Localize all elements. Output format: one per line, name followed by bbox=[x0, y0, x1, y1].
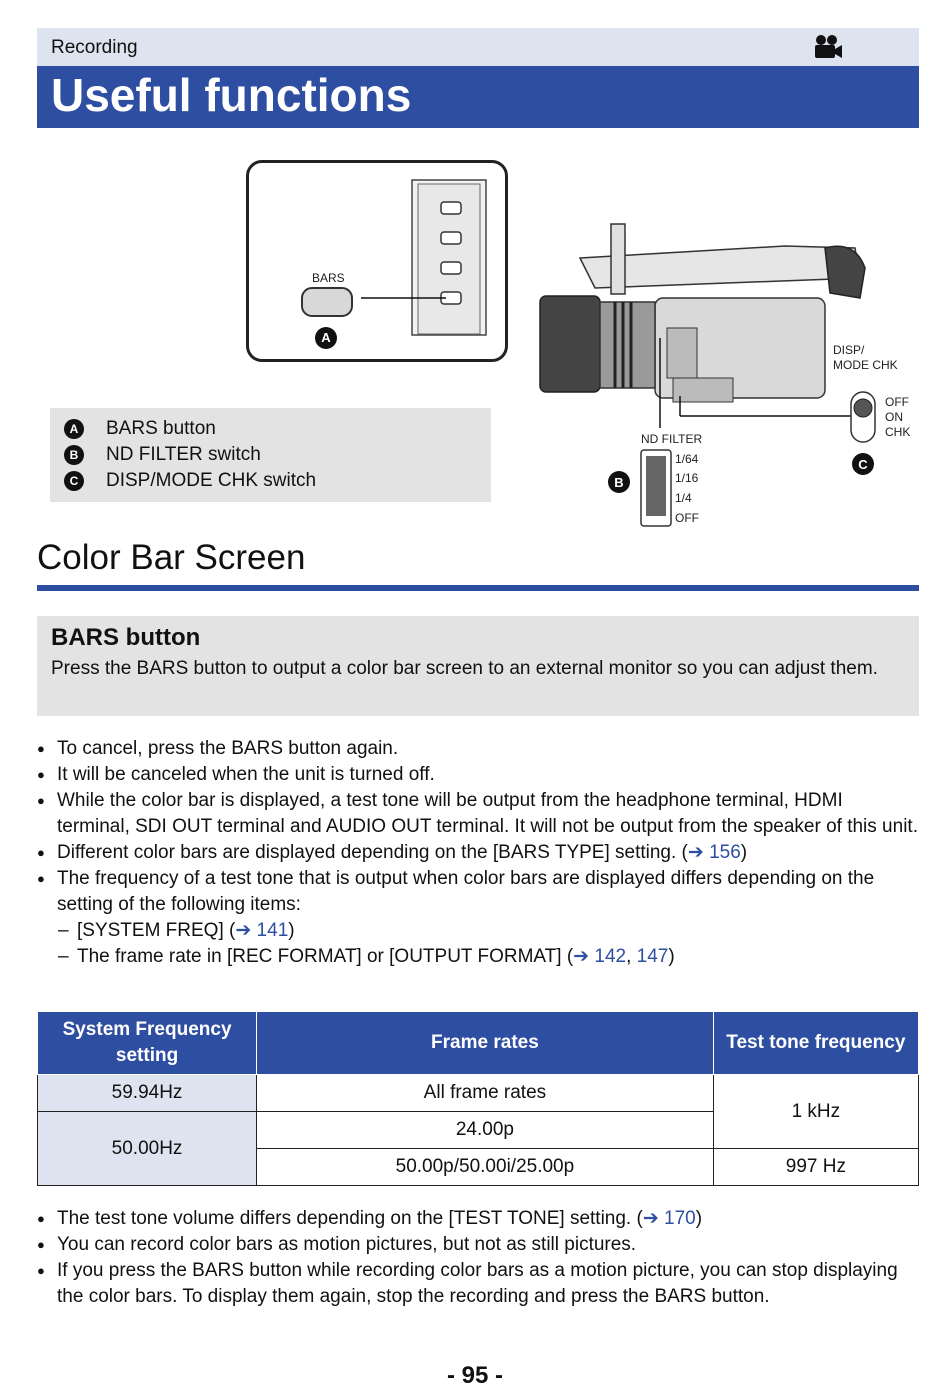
info-title: BARS button bbox=[51, 624, 201, 651]
page-link[interactable]: ➔ 142 bbox=[573, 946, 627, 967]
list-item bbox=[37, 788, 919, 840]
bars-inset-drawing bbox=[246, 160, 508, 362]
legend-box bbox=[50, 408, 491, 502]
list-item bbox=[37, 840, 919, 866]
disp-position-on: ON bbox=[885, 410, 903, 424]
table-cell: 59.94Hz bbox=[38, 1075, 257, 1112]
table-cell: All frame rates bbox=[257, 1075, 714, 1112]
section-band bbox=[37, 28, 919, 66]
bullet-text: The test tone volume differs depending on the [TEST TONE] setting. ( bbox=[57, 1208, 643, 1229]
page-title: Useful functions bbox=[51, 69, 412, 121]
table-header: Test tone frequency bbox=[713, 1012, 918, 1075]
legend-item bbox=[64, 416, 216, 442]
bullet-text: ) bbox=[740, 842, 748, 863]
legend-item bbox=[64, 468, 316, 494]
table-cell: 50.00p/50.00i/25.00p bbox=[257, 1149, 714, 1186]
marker-a: A bbox=[321, 330, 331, 345]
disp-position-off: OFF bbox=[885, 395, 909, 409]
bullet-text: The frequency of a test tone that is output when color bars are displayed differs depending on the setting of the following items: bbox=[57, 868, 875, 915]
nd-filter-label: ND FILTER bbox=[641, 432, 703, 446]
legend-text: BARS button bbox=[106, 418, 216, 439]
nd-position-1-64: 1/64 bbox=[675, 452, 699, 466]
bullet-text: If you press the BARS button while recording color bars as a motion picture, you can stop displaying the color bars. To display them again, stop the recording and press the BARS button. bbox=[57, 1260, 898, 1307]
page-number: - 95 - bbox=[446, 1362, 503, 1389]
list-item bbox=[37, 736, 919, 762]
disp-position-chk: CHK bbox=[885, 425, 911, 439]
camera-illustration bbox=[535, 218, 925, 533]
legend-item bbox=[64, 442, 261, 468]
sub-text: , bbox=[626, 946, 637, 967]
bullet-text: To cancel, press the BARS button again. bbox=[57, 738, 399, 759]
legend-text: ND FILTER switch bbox=[106, 444, 261, 465]
bullet-list-top bbox=[37, 736, 919, 970]
table-header: Frame rates bbox=[257, 1012, 714, 1075]
section-heading: Color Bar Screen bbox=[37, 538, 306, 577]
sub-text: [SYSTEM FREQ] ( bbox=[77, 920, 236, 941]
disp-label-2: MODE CHK bbox=[833, 358, 898, 372]
bullet-list-bottom bbox=[37, 1206, 919, 1310]
legend-marker: B bbox=[64, 445, 84, 465]
table-header-row bbox=[38, 1012, 919, 1075]
bullet-text: You can record color bars as motion pictures, but not as still pictures. bbox=[57, 1234, 637, 1255]
table-cell: 1 kHz bbox=[713, 1075, 918, 1149]
video-camera-icon bbox=[812, 32, 844, 62]
section-rule bbox=[37, 585, 919, 591]
nd-position-off: OFF bbox=[675, 511, 699, 525]
list-item bbox=[37, 1232, 919, 1258]
nd-position-1-4: 1/4 bbox=[675, 491, 692, 505]
list-item bbox=[37, 866, 919, 970]
table-row bbox=[38, 1075, 919, 1112]
info-text: Press the BARS button to output a color bar screen to an external monitor so you can adjust them. bbox=[51, 658, 878, 679]
section-label: Recording bbox=[51, 37, 138, 58]
page-link[interactable]: 147 bbox=[636, 946, 669, 967]
legend-text: DISP/MODE CHK switch bbox=[106, 470, 317, 491]
sub-item bbox=[57, 944, 919, 970]
list-item bbox=[37, 1258, 919, 1310]
disp-label-1: DISP/ bbox=[833, 343, 865, 357]
nd-position-1-16: 1/16 bbox=[675, 471, 699, 485]
sub-text: ) bbox=[668, 946, 675, 967]
bullet-text: ) bbox=[695, 1208, 703, 1229]
bullet-text: While the color bar is displayed, a test tone will be output from the headphone terminal, HDMI terminal, SDI OUT terminal and AUDIO OUT terminal. It will not be output from the speaker of this unit. bbox=[57, 790, 918, 837]
legend-marker: C bbox=[64, 471, 84, 491]
sub-text: The frame rate in [REC FORMAT] or [OUTPUT FORMAT] ( bbox=[77, 946, 574, 967]
list-item bbox=[37, 1206, 919, 1232]
sub-text: ) bbox=[288, 920, 295, 941]
table-cell: 50.00Hz bbox=[38, 1112, 257, 1186]
page-link[interactable]: ➔ 170 bbox=[642, 1208, 696, 1229]
bullet-text: Different color bars are displayed depending on the [BARS TYPE] setting. ( bbox=[57, 842, 688, 863]
bars-label: BARS bbox=[312, 271, 345, 285]
page-link[interactable]: ➔ 141 bbox=[235, 920, 289, 941]
bullet-text: It will be canceled when the unit is turned off. bbox=[57, 764, 435, 785]
legend-marker: A bbox=[64, 419, 84, 439]
page-link[interactable]: ➔ 156 bbox=[687, 842, 741, 863]
marker-c: C bbox=[858, 457, 868, 472]
table-cell: 997 Hz bbox=[713, 1149, 918, 1186]
table-header: System Frequency setting bbox=[38, 1012, 257, 1075]
table-cell: 24.00p bbox=[257, 1112, 714, 1149]
list-item bbox=[37, 762, 919, 788]
info-box bbox=[37, 616, 919, 716]
sub-item bbox=[57, 918, 919, 944]
frequency-table bbox=[37, 1011, 919, 1186]
marker-b: B bbox=[614, 475, 624, 490]
